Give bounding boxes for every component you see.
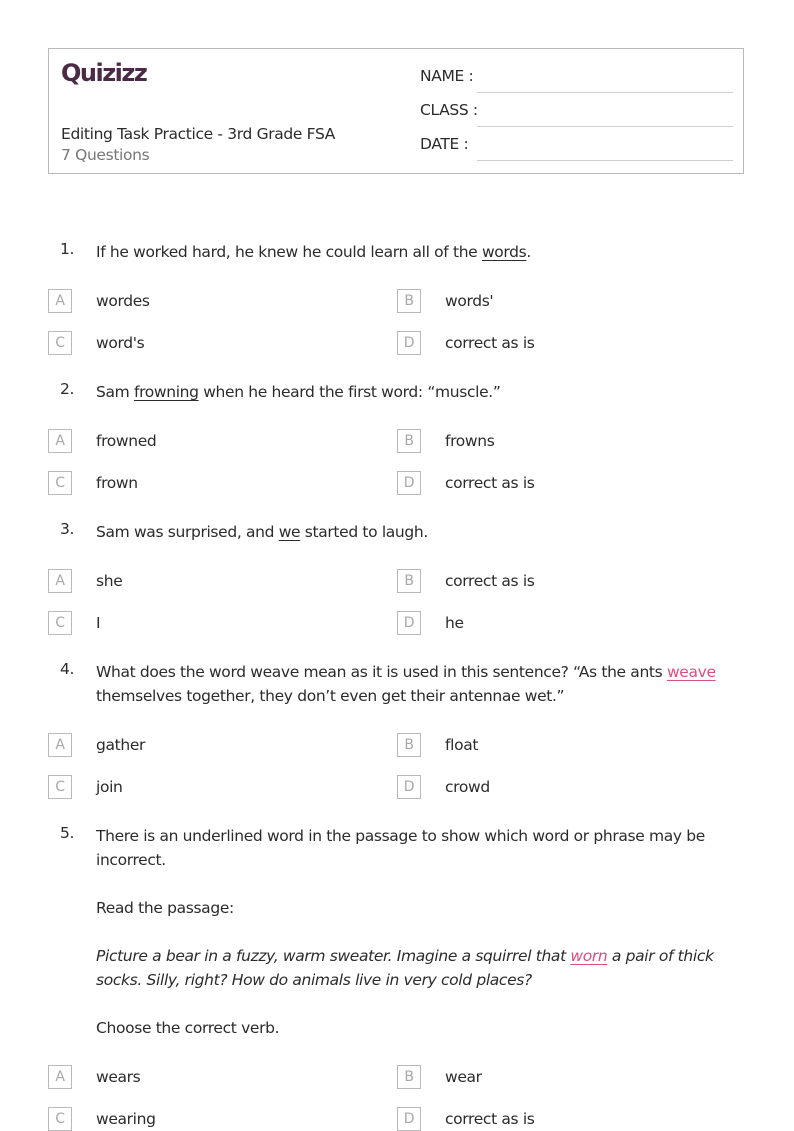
option-letter-box[interactable]: D bbox=[397, 331, 421, 355]
underlined-word: frowning bbox=[133, 383, 199, 401]
passage: Picture a bear in a fuzzy, warm sweater. Imagine a squirrel that worn a pair of thick socks. Silly, right? How do animals live in very cold places? bbox=[96, 947, 714, 989]
option-letter-box[interactable]: B bbox=[397, 569, 421, 593]
option-text: correct as is bbox=[445, 474, 535, 492]
name-line[interactable] bbox=[477, 92, 733, 93]
option-letter-box[interactable]: D bbox=[397, 775, 421, 799]
question-number: 2. bbox=[60, 380, 75, 398]
option-text: crowd bbox=[445, 778, 490, 796]
option-text: she bbox=[96, 572, 123, 590]
option-text: join bbox=[96, 778, 123, 796]
option-letter-box[interactable]: A bbox=[48, 1065, 72, 1089]
option-text: correct as is bbox=[445, 572, 535, 590]
option-text: correct as is bbox=[445, 1110, 535, 1128]
question-number: 5. bbox=[60, 824, 75, 842]
option-text: frown bbox=[96, 474, 138, 492]
underlined-word: worn bbox=[570, 947, 608, 965]
option-letter-box[interactable]: B bbox=[397, 429, 421, 453]
name-label: NAME : bbox=[420, 67, 474, 85]
option-text: word's bbox=[96, 334, 145, 352]
instruction: Choose the correct verb. bbox=[96, 1019, 280, 1037]
option-letter-box[interactable]: B bbox=[397, 733, 421, 757]
option-text: he bbox=[445, 614, 464, 632]
option-text: gather bbox=[96, 736, 146, 754]
underlined-word: words bbox=[481, 243, 527, 261]
name-field[interactable] bbox=[420, 67, 733, 93]
option-letter-box[interactable]: C bbox=[48, 1107, 72, 1131]
option-letter-box[interactable]: A bbox=[48, 569, 72, 593]
option-letter-box[interactable]: A bbox=[48, 733, 72, 757]
quizizz-logo bbox=[61, 59, 153, 91]
option-text: frowned bbox=[96, 432, 157, 450]
worksheet-title: Editing Task Practice - 3rd Grade FSA bbox=[61, 125, 335, 143]
worksheet-header bbox=[48, 48, 744, 174]
underlined-word: weave bbox=[666, 663, 716, 681]
date-label: DATE : bbox=[420, 135, 469, 153]
question-text: Sam was surprised, and we started to laugh. bbox=[96, 523, 428, 541]
option-letter-box[interactable]: D bbox=[397, 1107, 421, 1131]
option-letter-box[interactable]: C bbox=[48, 331, 72, 355]
option-letter-box[interactable]: D bbox=[397, 611, 421, 635]
date-field[interactable] bbox=[420, 135, 733, 161]
option-text: wordes bbox=[96, 292, 150, 310]
option-letter-box[interactable]: A bbox=[48, 429, 72, 453]
question-text: What does the word weave mean as it is used in this sentence? “As the ants weave themselves together, they don’t even get their antennae wet.” bbox=[96, 663, 716, 705]
option-letter-box[interactable]: B bbox=[397, 289, 421, 313]
question-intro: There is an underlined word in the passage to show which word or phrase may be incorrect. bbox=[96, 827, 705, 869]
option-text: float bbox=[445, 736, 479, 754]
option-letter-box[interactable]: B bbox=[397, 1065, 421, 1089]
question-text: Sam frowning when he heard the first word: “muscle.” bbox=[96, 383, 501, 401]
option-text: words' bbox=[445, 292, 494, 310]
class-line[interactable] bbox=[477, 126, 733, 127]
question-count: 7 Questions bbox=[61, 146, 150, 164]
date-line[interactable] bbox=[477, 160, 733, 161]
quizizz-logo-mark bbox=[61, 59, 153, 87]
option-letter-box[interactable]: C bbox=[48, 611, 72, 635]
read-prompt: Read the passage: bbox=[96, 899, 234, 917]
option-text: I bbox=[96, 614, 101, 632]
question-number: 4. bbox=[60, 660, 75, 678]
question-text bbox=[96, 824, 744, 1040]
option-text: wear bbox=[445, 1068, 482, 1086]
svg-text:Quizizz: Quizizz bbox=[61, 59, 147, 87]
question-number: 1. bbox=[60, 240, 75, 258]
option-text: wears bbox=[96, 1068, 141, 1086]
underlined-word: we bbox=[278, 523, 301, 541]
option-letter-box[interactable]: C bbox=[48, 775, 72, 799]
option-letter-box[interactable]: A bbox=[48, 289, 72, 313]
class-field[interactable] bbox=[420, 101, 733, 127]
option-text: correct as is bbox=[445, 334, 535, 352]
option-text: frowns bbox=[445, 432, 495, 450]
option-text: wearing bbox=[96, 1110, 156, 1128]
option-letter-box[interactable]: C bbox=[48, 471, 72, 495]
question-text: If he worked hard, he knew he could learn all of the words. bbox=[96, 243, 531, 261]
option-letter-box[interactable]: D bbox=[397, 471, 421, 495]
class-label: CLASS : bbox=[420, 101, 478, 119]
question-number: 3. bbox=[60, 520, 75, 538]
